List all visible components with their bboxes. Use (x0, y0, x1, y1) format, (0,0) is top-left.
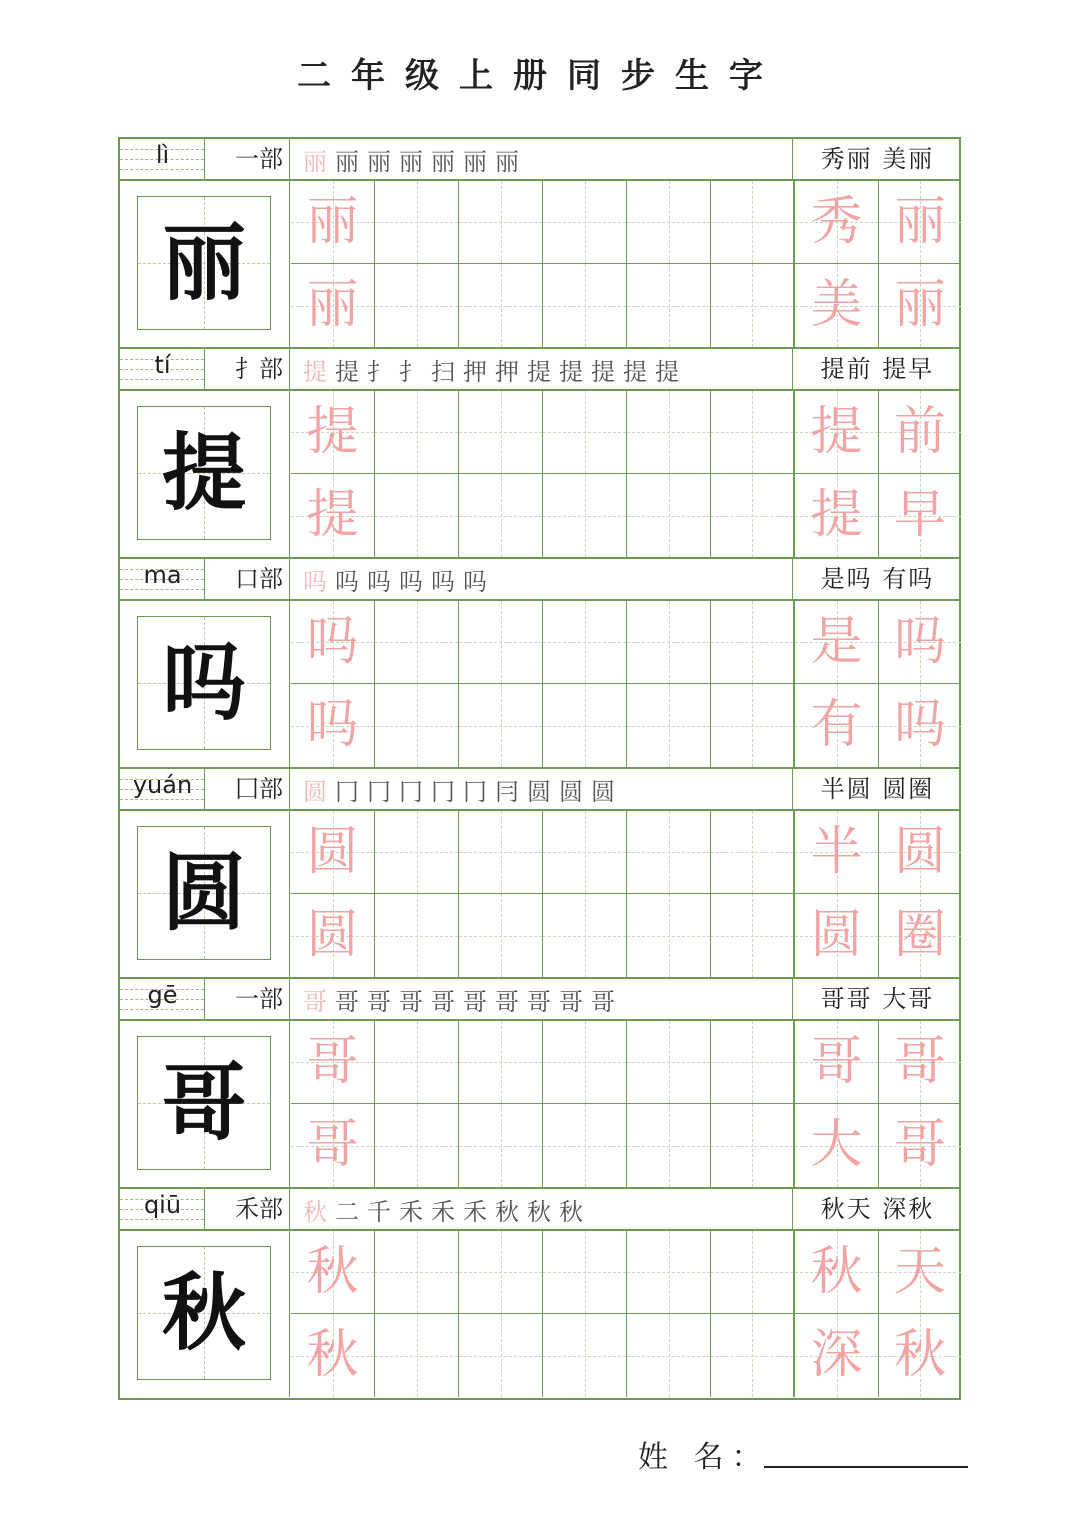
stroke-step: 扌 (399, 357, 423, 386)
stroke-step: 吗 (463, 567, 487, 596)
word-trace-cell[interactable] (879, 264, 961, 347)
practice-cell[interactable] (459, 601, 543, 684)
practice-cell[interactable] (459, 684, 543, 767)
section-header (120, 769, 959, 811)
trace-char: 丽 (306, 275, 359, 335)
stroke-step: 禾 (399, 1197, 423, 1226)
word-trace-cell[interactable] (879, 391, 961, 474)
trace-cell[interactable] (291, 1104, 375, 1187)
word-trace-cell[interactable] (795, 474, 879, 557)
pinyin-text: gē (147, 981, 178, 1009)
practice-cell[interactable] (459, 1231, 543, 1314)
trace-char: 美 (810, 275, 863, 335)
practice-cell[interactable] (711, 391, 795, 474)
practice-cell[interactable] (627, 264, 711, 347)
trace-cell[interactable] (291, 474, 375, 557)
radical-label: 口部 (206, 559, 290, 599)
stroke-step: 冂 (463, 777, 487, 806)
practice-cell[interactable] (627, 684, 711, 767)
model-char-box (137, 1036, 271, 1170)
practice-cell[interactable] (459, 1314, 543, 1397)
radical-label: 囗部 (206, 769, 290, 809)
stroke-step: 提 (303, 357, 327, 386)
stroke-step: 二 (335, 1197, 359, 1226)
word-examples: 哥哥 大哥 (820, 985, 935, 1013)
trace-char: 是 (810, 612, 863, 672)
stroke-step: 哥 (303, 987, 327, 1016)
practice-cell[interactable] (459, 894, 543, 977)
pinyin-text: yuán (132, 771, 193, 799)
trace-cell[interactable] (291, 264, 375, 347)
word-trace-cell[interactable] (795, 1021, 879, 1104)
practice-cell[interactable] (375, 1021, 459, 1104)
stroke-step: 哥 (399, 987, 423, 1016)
word-trace-cell[interactable] (795, 601, 879, 684)
practice-cell[interactable] (375, 601, 459, 684)
trace-char: 提 (810, 485, 863, 545)
radical-label: 禾部 (206, 1189, 290, 1229)
stroke-step: 秋 (559, 1197, 583, 1226)
practice-cell[interactable] (627, 1021, 711, 1104)
model-char-box (137, 406, 271, 540)
radical-label: 扌部 (206, 349, 290, 389)
word-trace-cell[interactable] (795, 684, 879, 767)
trace-char: 哥 (306, 1115, 359, 1175)
practice-cell[interactable] (543, 811, 627, 894)
practice-cell[interactable] (543, 894, 627, 977)
stroke-step: 提 (623, 357, 647, 386)
model-char: 丽 (161, 213, 246, 312)
practice-cell[interactable] (543, 1021, 627, 1104)
trace-char: 圆 (306, 822, 359, 882)
practice-cell[interactable] (375, 181, 459, 264)
pinyin-box (120, 769, 205, 809)
stroke-order (291, 349, 793, 389)
word-trace-cell[interactable] (795, 1104, 879, 1187)
stroke-order (291, 139, 793, 179)
stroke-step: 丽 (495, 147, 519, 176)
trace-char: 吗 (893, 695, 946, 755)
page-title: 二年级上册同步生字 (297, 56, 783, 96)
practice-cell[interactable] (543, 1104, 627, 1187)
stroke-step: 扌 (367, 357, 391, 386)
stroke-step: 圆 (303, 777, 327, 806)
practice-cell[interactable] (627, 1104, 711, 1187)
practice-cell[interactable] (459, 391, 543, 474)
radical-label: 一部 (206, 979, 290, 1019)
trace-char: 有 (810, 695, 863, 755)
trace-cell[interactable] (291, 181, 375, 264)
practice-cell[interactable] (543, 181, 627, 264)
practice-cell[interactable] (711, 1314, 795, 1397)
worksheet-grid (118, 137, 961, 1400)
pinyin-text: ma (143, 561, 182, 589)
stroke-step: 冂 (399, 777, 423, 806)
stroke-step: 哥 (495, 987, 519, 1016)
stroke-step: 禾 (431, 1197, 455, 1226)
stroke-step: 吗 (335, 567, 359, 596)
char-section (120, 769, 959, 979)
model-char-box (137, 826, 271, 960)
section-header (120, 349, 959, 391)
word-trace-cell[interactable] (795, 1314, 879, 1397)
stroke-step: 丽 (399, 147, 423, 176)
stroke-step: 冂 (367, 777, 391, 806)
word-examples: 是吗 有吗 (820, 565, 935, 593)
pinyin-box (120, 979, 205, 1019)
practice-cell[interactable] (711, 811, 795, 894)
word-examples: 半圆 圆圈 (820, 775, 935, 803)
model-char: 吗 (161, 633, 246, 732)
stroke-step: 丽 (335, 147, 359, 176)
practice-cell[interactable] (375, 684, 459, 767)
stroke-step: 冃 (495, 777, 519, 806)
pinyin-text: tí (154, 351, 171, 379)
stroke-step: 吗 (399, 567, 423, 596)
char-section (120, 559, 959, 769)
practice-cell[interactable] (459, 811, 543, 894)
practice-cell[interactable] (543, 1231, 627, 1314)
word-trace-cell[interactable] (795, 181, 879, 264)
practice-cell[interactable] (543, 684, 627, 767)
trace-char: 半 (810, 822, 863, 882)
practice-cell[interactable] (627, 894, 711, 977)
stroke-step: 圆 (527, 777, 551, 806)
word-trace-cell[interactable] (879, 181, 961, 264)
practice-cell[interactable] (711, 474, 795, 557)
stroke-step: 秋 (495, 1197, 519, 1226)
practice-cell[interactable] (375, 1314, 459, 1397)
stroke-step: 冂 (431, 777, 455, 806)
word-examples: 提前 提早 (820, 355, 935, 383)
stroke-step: 哥 (335, 987, 359, 1016)
practice-cell[interactable] (627, 181, 711, 264)
trace-char: 秀 (810, 192, 863, 252)
word-examples: 秀丽 美丽 (820, 145, 935, 173)
stroke-step: 哥 (431, 987, 455, 1016)
trace-cell[interactable] (291, 1021, 375, 1104)
char-section (120, 1189, 959, 1399)
radical-label: 一部 (206, 139, 290, 179)
trace-char: 提 (306, 402, 359, 462)
stroke-step: 吗 (431, 567, 455, 596)
practice-cell[interactable] (711, 684, 795, 767)
practice-cell[interactable] (711, 264, 795, 347)
trace-char: 大 (810, 1115, 863, 1175)
trace-cell[interactable] (291, 391, 375, 474)
trace-char: 圆 (810, 905, 863, 965)
practice-cell[interactable] (711, 1231, 795, 1314)
word-trace-cell[interactable] (879, 894, 961, 977)
practice-cell[interactable] (627, 1231, 711, 1314)
stroke-step: 吗 (303, 567, 327, 596)
trace-char: 吗 (306, 612, 359, 672)
char-section (120, 139, 959, 349)
practice-cell[interactable] (459, 264, 543, 347)
stroke-step: 扫 (431, 357, 455, 386)
practice-cell[interactable] (711, 1104, 795, 1187)
model-char: 秋 (161, 1263, 246, 1362)
stroke-step: 丽 (463, 147, 487, 176)
stroke-step: 吗 (367, 567, 391, 596)
trace-char: 哥 (810, 1032, 863, 1092)
trace-char: 秋 (893, 1325, 946, 1385)
trace-char: 深 (810, 1325, 863, 1385)
section-header (120, 979, 959, 1021)
stroke-step: 押 (463, 357, 487, 386)
pinyin-text: lì (155, 141, 170, 169)
trace-char: 提 (810, 402, 863, 462)
trace-cell[interactable] (291, 684, 375, 767)
word-trace-cell[interactable] (795, 391, 879, 474)
practice-cell[interactable] (543, 601, 627, 684)
practice-cell[interactable] (543, 474, 627, 557)
word-trace-cell[interactable] (879, 474, 961, 557)
practice-cell[interactable] (459, 1021, 543, 1104)
trace-char: 吗 (306, 695, 359, 755)
trace-char: 丽 (893, 275, 946, 335)
model-char-box (137, 616, 271, 750)
trace-char: 前 (893, 402, 946, 462)
practice-cell[interactable] (375, 894, 459, 977)
trace-char: 秋 (306, 1242, 359, 1302)
trace-char: 圆 (893, 822, 946, 882)
pinyin-box (120, 139, 205, 179)
stroke-step: 丽 (431, 147, 455, 176)
pinyin-box (120, 349, 205, 389)
stroke-step: 哥 (591, 987, 615, 1016)
char-section (120, 979, 959, 1189)
word-trace-cell[interactable] (879, 684, 961, 767)
stroke-order (291, 979, 793, 1019)
practice-cell[interactable] (375, 474, 459, 557)
stroke-step: 哥 (463, 987, 487, 1016)
trace-char: 丽 (893, 192, 946, 252)
stroke-step: 提 (559, 357, 583, 386)
stroke-order (291, 769, 793, 809)
stroke-step: 押 (495, 357, 519, 386)
word-trace-cell[interactable] (879, 811, 961, 894)
practice-cell[interactable] (375, 391, 459, 474)
stroke-step: 秋 (527, 1197, 551, 1226)
trace-char: 提 (306, 485, 359, 545)
name-input-line[interactable] (764, 1466, 968, 1468)
stroke-step: 丽 (367, 147, 391, 176)
trace-char: 天 (893, 1242, 946, 1302)
stroke-step: 秋 (303, 1197, 327, 1226)
trace-char: 早 (893, 485, 946, 545)
model-char-box (137, 196, 271, 330)
word-trace-cell[interactable] (795, 1231, 879, 1314)
model-char: 提 (161, 423, 246, 522)
stroke-step: 圆 (591, 777, 615, 806)
word-trace-cell[interactable] (879, 601, 961, 684)
word-trace-cell[interactable] (879, 1314, 961, 1397)
trace-char: 哥 (306, 1032, 359, 1092)
model-char: 哥 (161, 1053, 246, 1152)
trace-char: 圈 (893, 905, 946, 965)
practice-cell[interactable] (627, 1314, 711, 1397)
trace-cell[interactable] (291, 1314, 375, 1397)
practice-cell[interactable] (543, 264, 627, 347)
pinyin-text: qiū (143, 1191, 182, 1219)
stroke-step: 提 (655, 357, 679, 386)
trace-char: 吗 (893, 612, 946, 672)
practice-cell[interactable] (627, 601, 711, 684)
stroke-step: 哥 (367, 987, 391, 1016)
practice-cell[interactable] (375, 1231, 459, 1314)
practice-cell[interactable] (627, 811, 711, 894)
practice-cell[interactable] (711, 601, 795, 684)
word-trace-cell[interactable] (795, 264, 879, 347)
practice-cell[interactable] (375, 1104, 459, 1187)
pinyin-box (120, 559, 205, 599)
practice-cell[interactable] (627, 391, 711, 474)
practice-cell[interactable] (711, 181, 795, 264)
trace-cell[interactable] (291, 1231, 375, 1314)
practice-cell[interactable] (459, 1104, 543, 1187)
practice-cell[interactable] (543, 391, 627, 474)
practice-cell[interactable] (459, 474, 543, 557)
trace-cell[interactable] (291, 601, 375, 684)
practice-cell[interactable] (543, 1314, 627, 1397)
trace-cell[interactable] (291, 811, 375, 894)
stroke-step: 冂 (335, 777, 359, 806)
trace-char: 秋 (306, 1325, 359, 1385)
name-label: 姓 名： (638, 1440, 770, 1475)
stroke-step: 圆 (559, 777, 583, 806)
stroke-order (291, 1189, 793, 1229)
word-trace-cell[interactable] (795, 811, 879, 894)
stroke-step: 提 (527, 357, 551, 386)
model-char: 圆 (161, 843, 246, 942)
stroke-step: 哥 (527, 987, 551, 1016)
word-trace-cell[interactable] (879, 1104, 961, 1187)
section-header (120, 559, 959, 601)
stroke-step: 千 (367, 1197, 391, 1226)
word-trace-cell[interactable] (795, 894, 879, 977)
stroke-step: 禾 (463, 1197, 487, 1226)
trace-cell[interactable] (291, 894, 375, 977)
stroke-step: 哥 (559, 987, 583, 1016)
pinyin-box (120, 1189, 205, 1229)
trace-char: 秋 (810, 1242, 863, 1302)
practice-cell[interactable] (459, 181, 543, 264)
trace-char: 圆 (306, 905, 359, 965)
trace-char: 丽 (306, 192, 359, 252)
practice-cell[interactable] (627, 474, 711, 557)
stroke-step: 丽 (303, 147, 327, 176)
section-header (120, 139, 959, 181)
word-trace-cell[interactable] (879, 1231, 961, 1314)
stroke-order (291, 559, 793, 599)
trace-char: 哥 (893, 1032, 946, 1092)
section-header (120, 1189, 959, 1231)
word-examples: 秋天 深秋 (820, 1195, 935, 1223)
stroke-step: 提 (335, 357, 359, 386)
practice-cell[interactable] (711, 1021, 795, 1104)
practice-cell[interactable] (375, 264, 459, 347)
model-char-box (137, 1246, 271, 1380)
practice-cell[interactable] (375, 811, 459, 894)
trace-char: 哥 (893, 1115, 946, 1175)
stroke-step: 提 (591, 357, 615, 386)
practice-cell[interactable] (711, 894, 795, 977)
char-section (120, 349, 959, 559)
word-trace-cell[interactable] (879, 1021, 961, 1104)
